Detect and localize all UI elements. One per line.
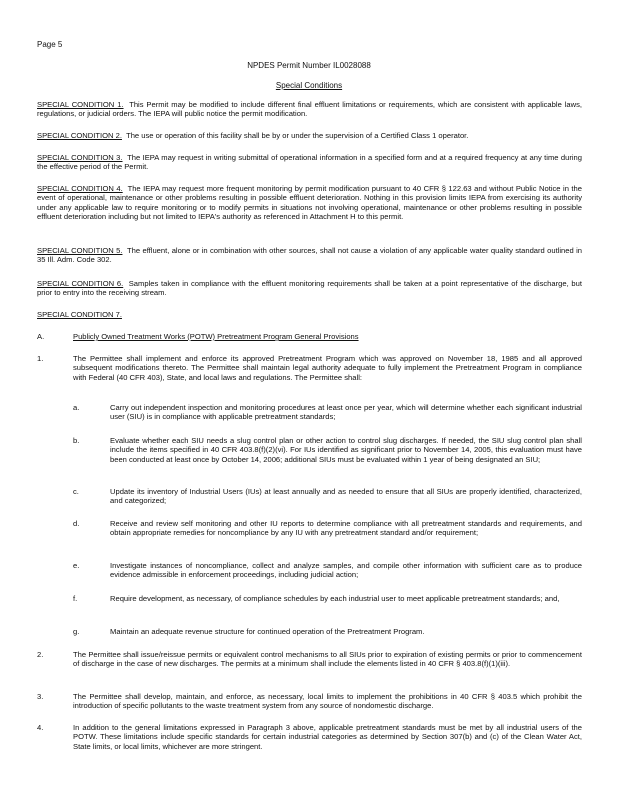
special-condition-6 xyxy=(37,279,582,298)
condition-text: The use or operation of this facility shall be by or under the supervision of a Certified Class 1 operator. xyxy=(126,131,469,140)
item-text: In addition to the general limitations expressed in Paragraph 3 above, applicable pretreatment standards must be met by all industrial users of the POTW. These limitations include specific standards for certain industrial categories as determined by Section 307(b) and (c) of the Clean Water Act, State limits, or local limits, whichever are more stringent. xyxy=(73,723,582,751)
special-condition-2 xyxy=(37,131,582,140)
subitem-letter: f. xyxy=(73,594,78,603)
subitem-text: Maintain an adequate revenue structure for continued operation of the Pretreatment Program. xyxy=(110,627,425,636)
special-condition-5 xyxy=(37,246,582,265)
subitem-letter: d. xyxy=(73,519,80,528)
condition-text: The IEPA may request more frequent monitoring by permit modification pursuant to 40 CFR § 122.63 and without Public Notice in the event of operational, maintenance or other problems resulting in possible effluent deterioration. Nothing in this provision limits IEPA from exercising its authority under any applicable law to require monitoring or to modify permits in situations not involving operational, maintenance or other problems resulting in possible effluent deterioration including but not limited to IEPA's authority as referenced in Attachment H to this permit. xyxy=(37,184,582,221)
condition-text: The effluent, alone or in combination with other sources, shall not cause a violation of any applicable water quality standard outlined in 35 Ill. Adm. Code 302. xyxy=(37,246,582,265)
subitem-text: Carry out independent inspection and monitoring procedures at least once per year, which will determine whether each significant industrial user (SIU) is in compliance with applicable pretreatment standards; xyxy=(110,403,582,422)
special-condition-3 xyxy=(37,153,582,172)
subitem-letter: c. xyxy=(73,487,79,496)
item-text: The Permittee shall implement and enforce its approved Pretreatment Program which was approved on November 18, 1985 and all approved subsequent modifications thereto. The Permittee shall maintain legal authority adequate to fully implement the Pretreatment Program in compliance with Federal (40 CFR 403), State, and local laws and regulations. The Permittee shall: xyxy=(73,354,582,382)
condition-text: Samples taken in compliance with the effluent monitoring requirements shall be taken at a point representative of the discharge, but prior to entry into the receiving stream. xyxy=(37,279,582,298)
page-number: Page 5 xyxy=(37,40,63,49)
item-text: The Permittee shall develop, maintain, and enforce, as necessary, local limits to implement the prohibitions in 40 CFR § 403.5 which prohibit the introduction of specific pollutants to the waste treatment system from any source of nondomestic discharge. xyxy=(73,692,582,711)
special-condition-1 xyxy=(37,100,582,119)
condition-label: SPECIAL CONDITION 6. xyxy=(37,279,124,288)
condition-label: SPECIAL CONDITION 3. xyxy=(37,153,123,162)
item-number: 1. xyxy=(37,354,44,363)
item-number: 3. xyxy=(37,692,44,701)
permit-number: NPDES Permit Number IL0028088 xyxy=(247,61,371,70)
condition-label: SPECIAL CONDITION 5. xyxy=(37,246,123,255)
condition-text: This Permit may be modified to include different final effluent limitations or requirements, which are consistent with applicable laws, regulations, or judicial orders. The IEPA will public notice the permit modification. xyxy=(37,100,582,119)
condition-label: SPECIAL CONDITION 2. xyxy=(37,131,122,140)
section-a-title: Publicly Owned Treatment Works (POTW) Pretreatment Program General Provisions xyxy=(73,332,359,341)
special-condition-7 xyxy=(37,310,582,319)
subitem-text: Evaluate whether each SIU needs a slug control plan or other action to control slug discharges. If needed, the SIU slug control plan shall include the items specified in 40 CFR 403.8(f)(2)(vi). For IUs identified as significant prior to November 14, 2005, this evaluation must have been conducted at least once by October 14, 2006; additional SIUs must be evaluated within 1 year of being designated an SIU; xyxy=(110,436,582,464)
subitem-text: Receive and review self monitoring and other IU reports to determine compliance with all pretreatment standards and requirements, and obtain appropriate remedies for noncompliance by any IU with any pretreatment standard and/or requirement; xyxy=(110,519,582,538)
condition-label: SPECIAL CONDITION 7. xyxy=(37,310,122,319)
subitem-letter: g. xyxy=(73,627,80,636)
condition-label: SPECIAL CONDITION 1. xyxy=(37,100,124,109)
condition-text: The IEPA may request in writing submittal of operational information in a specified form and at a required frequency at any time during the effective period of the Permit. xyxy=(37,153,582,172)
subitem-letter: e. xyxy=(73,561,80,570)
item-text: The Permittee shall issue/reissue permits or equivalent control mechanisms to all SIUs prior to expiration of existing permits or prior to commencement of discharge in the case of new discharges. The permits at a minimum shall include the elements listed in 40 CFR § 403.8(f)(1)(iii). xyxy=(73,650,582,669)
subitem-letter: a. xyxy=(73,403,80,412)
section-a-label: A. xyxy=(37,332,45,341)
special-condition-4 xyxy=(37,184,582,221)
subitem-text: Require development, as necessary, of compliance schedules by each industrial user to meet applicable pretreatment standards; and, xyxy=(110,594,560,603)
condition-label: SPECIAL CONDITION 4. xyxy=(37,184,123,193)
subitem-text: Investigate instances of noncompliance, collect and analyze samples, and compile other information with sufficient care as to produce evidence admissible in enforcement proceedings, including judicial action; xyxy=(110,561,582,580)
item-number: 2. xyxy=(37,650,44,659)
section-title: Special Conditions xyxy=(275,81,343,90)
item-number: 4. xyxy=(37,723,44,732)
subitem-text: Update its inventory of Industrial Users (IUs) at least annually and as needed to ensure that all SIUs are properly identified, characterized, and categorized; xyxy=(110,487,582,506)
subitem-letter: b. xyxy=(73,436,80,445)
